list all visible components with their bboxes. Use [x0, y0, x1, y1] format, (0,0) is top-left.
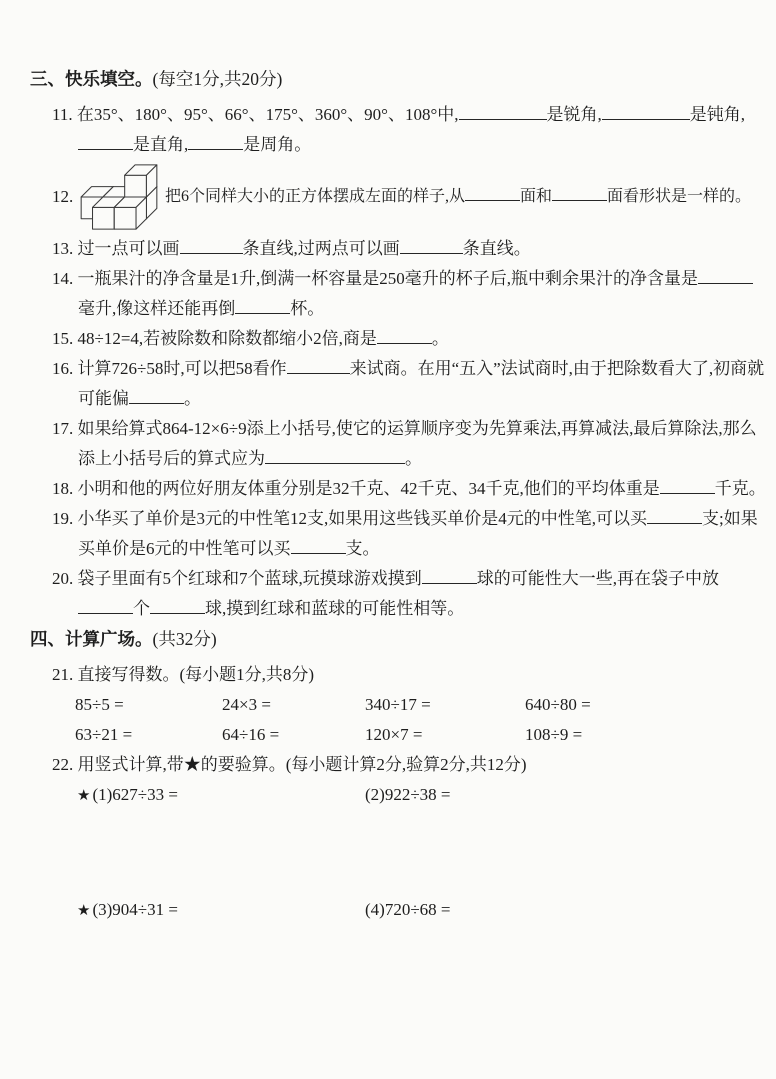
star-check-icon: ★	[77, 788, 91, 804]
question-15	[30, 324, 766, 354]
answer-blank	[180, 238, 243, 254]
item-label: (2)	[365, 785, 385, 804]
section-fill-score-note: (每空1分,共20分)	[152, 69, 283, 89]
question-number: 18.	[52, 479, 78, 498]
question-text: 小华买了单价是3元的中性笔12支,如果用这些钱买单价是4元的中性笔,可以买	[77, 509, 647, 528]
question-13	[30, 234, 766, 264]
answer-blank	[698, 268, 753, 284]
question-text: 球,摸到红球和蓝球的可能性相等。	[205, 599, 465, 618]
question-text: 一瓶果汁的净含量是1升,倒满一杯容量是250毫升的杯子后,瓶中剩余果汁的净含量是	[77, 269, 698, 288]
vertical-calc-item	[77, 895, 365, 926]
answer-blank	[647, 508, 702, 524]
section-calc-heading	[30, 624, 766, 654]
answer-blank	[377, 328, 432, 344]
question-text: 支;如果买单价是6元的中性笔可以买	[78, 509, 758, 558]
question-text: 是锐角,	[546, 105, 602, 124]
question-number: 21.	[52, 665, 74, 684]
answer-blank	[465, 185, 520, 201]
vertical-calc-item	[365, 780, 766, 811]
question-number: 14.	[52, 269, 78, 288]
question-text: 直接写得数。(每小题1分,共8分)	[77, 665, 315, 684]
question-text: 用竖式计算,带★的要验算。(每小题计算2分,验算2分,共12分)	[77, 755, 527, 774]
answer-blank	[287, 358, 350, 374]
question-text: 在35°、180°、95°、66°、175°、360°、90°、108°中,	[76, 105, 459, 124]
question-text: 。	[184, 389, 201, 408]
question-text: 。	[431, 329, 449, 348]
vertical-calc-row-1	[77, 780, 766, 811]
question-number: 16.	[52, 359, 78, 378]
working-space	[30, 811, 766, 895]
question-number: 17.	[52, 419, 78, 438]
question-number: 15.	[52, 329, 78, 348]
question-text: 面和	[520, 188, 553, 205]
question-text: 小明和他的两位好朋友体重分别是32千克、42千克、34千克,他们的平均体重是	[77, 479, 660, 498]
question-text-wrap	[165, 183, 766, 211]
vertical-calc-row-2	[77, 895, 766, 926]
question-text: 支。	[345, 539, 380, 558]
question-text: 48÷12=4,若被除数和除数都缩小2倍,商是	[77, 329, 377, 348]
question-text: 条直线。	[462, 239, 531, 258]
question-20	[30, 564, 766, 624]
expression: 120×7 =	[365, 725, 423, 744]
question-number: 12.	[52, 187, 74, 206]
answer-blank	[78, 134, 133, 150]
question-text: 是周角。	[243, 135, 312, 154]
expression: 108÷9 =	[525, 725, 583, 744]
expression: 340÷17 =	[365, 695, 431, 714]
question-number: 19.	[52, 509, 78, 528]
question-text: 如果给算式864-12×6÷9添上小括号,使它的运算顺序变为先算乘法,再算减法,最后算除法,那么添上小括号后的算式应为	[77, 419, 757, 468]
expression: 85÷5 =	[75, 695, 124, 714]
question-21	[30, 660, 766, 690]
answer-blank	[265, 448, 405, 464]
question-text: 袋子里面有5个红球和7个蓝球,玩摸球游戏摸到	[77, 569, 422, 588]
question-text: 把6个同样大小的正方体摆成左面的样子,从	[165, 188, 466, 205]
answer-blank	[188, 134, 243, 150]
answer-blank	[422, 568, 477, 584]
question-number: 20.	[52, 569, 78, 588]
question-text: 千克。	[714, 479, 766, 498]
question-19	[30, 504, 766, 564]
item-expression: 720÷68 =	[384, 900, 451, 919]
question-text: 来试商。在用“五入”法试商时,由于把除数看大了,初商就可能偏	[78, 359, 765, 408]
answer-blank	[660, 478, 715, 494]
question-text: 条直线,过两点可以画	[242, 239, 400, 258]
answer-blank	[129, 388, 184, 404]
question-17	[30, 414, 766, 474]
vertical-calc-item	[365, 895, 766, 926]
question-text: 计算726÷58时,可以把58看作	[77, 359, 287, 378]
question-text: 是直角,	[133, 135, 189, 154]
question-11	[30, 100, 766, 160]
question-22	[30, 750, 766, 780]
item-label: (1)	[92, 785, 113, 804]
answer-blank	[78, 598, 133, 614]
answer-blank	[291, 538, 346, 554]
question-number: 22.	[52, 755, 74, 774]
oral-calculation-grid	[75, 690, 766, 750]
question-text: 杯。	[290, 299, 325, 318]
answer-blank	[459, 104, 547, 120]
question-number: 11.	[52, 105, 77, 124]
expression: 64÷16 =	[222, 725, 280, 744]
item-expression: 627÷33 =	[112, 785, 178, 804]
expression: 24×3 =	[222, 695, 271, 714]
section-calc-title: 四、计算广场。	[30, 629, 153, 649]
answer-blank	[400, 238, 463, 254]
question-16	[30, 354, 766, 414]
answer-blank	[150, 598, 205, 614]
answer-blank	[235, 298, 290, 314]
question-text: 面看形状是一样的。	[607, 188, 752, 205]
item-label: (3)	[92, 900, 113, 919]
question-text: 球的可能性大一些,再在袋子中放	[476, 569, 719, 588]
section-calc-score-note: (共32分)	[152, 629, 217, 649]
fill-in-questions	[30, 100, 766, 624]
item-expression: 904÷31 =	[112, 900, 178, 919]
star-check-icon: ★	[77, 903, 91, 919]
answer-blank	[602, 104, 690, 120]
question-14	[30, 264, 766, 324]
answer-blank	[552, 185, 607, 201]
question-number: 13.	[52, 239, 78, 258]
expression: 640÷80 =	[525, 695, 591, 714]
expression: 63÷21 =	[75, 725, 133, 744]
question-text: 毫升,像这样还能再倒	[78, 299, 236, 318]
section-fill-heading	[30, 64, 766, 94]
question-18	[30, 474, 766, 504]
question-text: 。	[405, 449, 422, 468]
question-text: 个	[133, 599, 150, 618]
item-label: (4)	[365, 900, 385, 919]
section-fill-title: 三、快乐填空。	[30, 69, 153, 89]
question-text: 是钝角,	[689, 105, 746, 124]
six-cubes-figure	[78, 162, 160, 232]
question-text: 过一点可以画	[77, 239, 180, 258]
item-expression: 922÷38 =	[384, 785, 451, 804]
cubes-isometric-drawing	[78, 162, 160, 232]
vertical-calc-item	[77, 780, 365, 811]
question-12	[30, 160, 766, 234]
